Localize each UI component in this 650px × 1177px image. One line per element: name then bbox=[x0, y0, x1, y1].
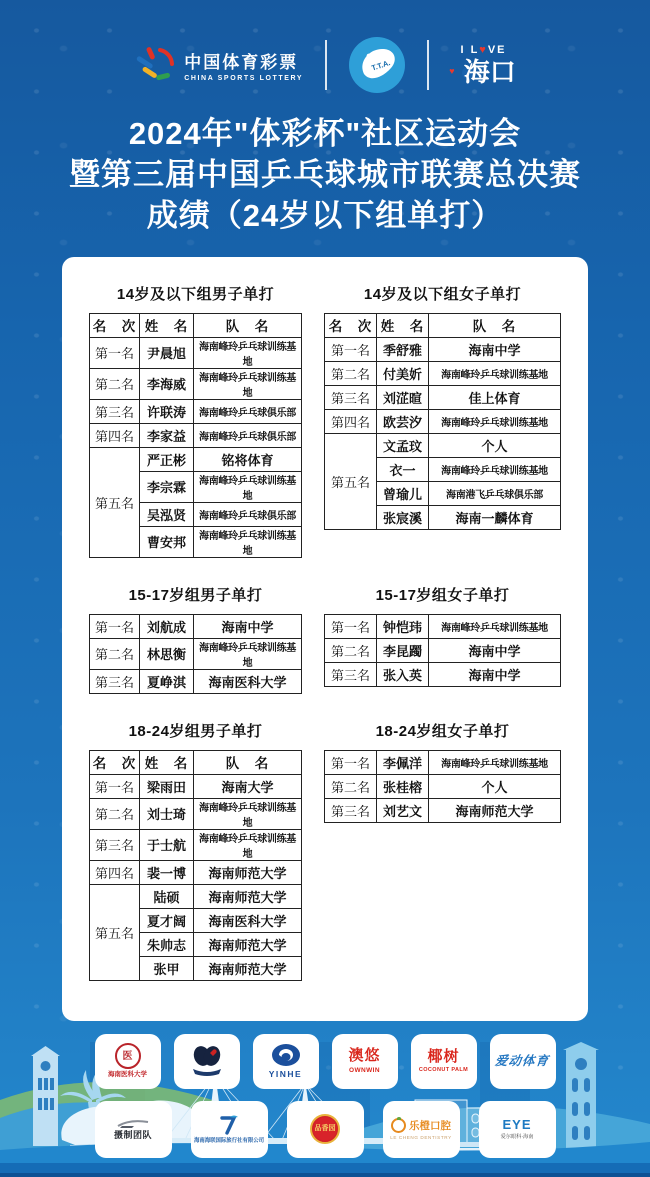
sponsor-hainan-medical-university bbox=[95, 1034, 161, 1089]
player-name-cell: 许联涛 bbox=[140, 399, 194, 423]
player-name-cell: 吴泓贤 bbox=[140, 502, 194, 526]
table-row bbox=[90, 368, 302, 399]
table-row bbox=[325, 662, 561, 686]
table-row bbox=[90, 774, 302, 798]
table-title: 14岁及以下组男子单打 bbox=[116, 285, 275, 303]
results-table-18-24-boys bbox=[89, 750, 302, 981]
player-name-cell: 钟恺玮 bbox=[377, 614, 429, 638]
player-name-cell: 刘士琦 bbox=[140, 798, 194, 829]
header-divider bbox=[427, 40, 429, 90]
sponsor-label: 品香园 bbox=[314, 1125, 336, 1133]
table-row bbox=[325, 361, 561, 385]
team-cell: 海南峰玲乒乓球俱乐部 bbox=[194, 399, 302, 423]
player-name-cell: 张甲 bbox=[140, 956, 194, 980]
team-cell: 海南峰玲乒乓球训练基地 bbox=[194, 526, 302, 557]
table-block-u14-boys bbox=[89, 283, 302, 558]
sponsor-sublabel: COCONUT PALM bbox=[418, 1067, 469, 1074]
player-name-cell: 李家益 bbox=[140, 423, 194, 447]
heart-icon: ♥ bbox=[449, 66, 455, 76]
player-name-cell: 衣一 bbox=[377, 457, 429, 481]
sponsor-pingpong-club bbox=[174, 1034, 240, 1089]
player-name-cell: 曹安邦 bbox=[140, 526, 194, 557]
sponsor-lecheng-dental bbox=[383, 1101, 460, 1158]
table-row bbox=[325, 409, 561, 433]
yinhe-galaxy-icon bbox=[271, 1042, 301, 1068]
player-name-cell: 朱帅志 bbox=[140, 932, 194, 956]
column-header: 姓 名 bbox=[377, 313, 429, 337]
china-sports-lottery-logo bbox=[134, 45, 303, 85]
table-row bbox=[325, 337, 561, 361]
section-15-17 bbox=[62, 584, 588, 694]
travel-7-icon bbox=[218, 1114, 240, 1136]
results-table-15-17-boys bbox=[89, 614, 302, 694]
team-cell: 海南中学 bbox=[429, 337, 561, 361]
sponsor-label: 摄制团队 bbox=[113, 1130, 152, 1141]
column-header: 姓 名 bbox=[140, 750, 194, 774]
team-cell: 海南中学 bbox=[429, 638, 561, 662]
rank-cell: 第二名 bbox=[325, 638, 377, 662]
lottery-en-label: CHINA SPORTS LOTTERY bbox=[184, 75, 304, 82]
title-line-1: 2024年"体彩杯"社区运动会 bbox=[128, 116, 522, 151]
player-name-cell: 尹晨旭 bbox=[140, 337, 194, 368]
rank-cell: 第三名 bbox=[325, 385, 377, 409]
column-header: 名 次 bbox=[325, 313, 377, 337]
team-cell: 个人 bbox=[429, 433, 561, 457]
table-row bbox=[90, 638, 302, 669]
table-row bbox=[90, 829, 302, 860]
table-block-18-24-boys bbox=[89, 720, 302, 981]
orange-fruit-icon bbox=[391, 1118, 406, 1133]
player-name-cell: 梁雨田 bbox=[140, 774, 194, 798]
lottery-icon bbox=[134, 45, 176, 85]
table-row bbox=[90, 423, 302, 447]
sponsor-aidong-sports bbox=[490, 1034, 556, 1089]
rank-cell: 第五名 bbox=[90, 447, 140, 557]
team-cell: 海南峰玲乒乓球训练基地 bbox=[429, 361, 561, 385]
rank-cell: 第一名 bbox=[325, 750, 377, 774]
rank-cell: 第一名 bbox=[325, 337, 377, 361]
player-name-cell: 严正彬 bbox=[140, 447, 194, 471]
lottery-cn-label: 中国体育彩票 bbox=[184, 53, 299, 72]
rank-cell: 第二名 bbox=[325, 361, 377, 385]
sponsor-yinhe bbox=[253, 1034, 319, 1089]
rank-cell: 第一名 bbox=[325, 614, 377, 638]
sponsor-coconut-palm bbox=[411, 1034, 477, 1089]
sponsor-label: 椰树 bbox=[427, 1048, 460, 1065]
player-name-cell: 李佩洋 bbox=[377, 750, 429, 774]
table-row bbox=[90, 669, 302, 693]
sponsor-pinxiangyuan bbox=[287, 1101, 364, 1158]
table-title: 14岁及以下组女子单打 bbox=[363, 285, 522, 303]
table-row bbox=[325, 614, 561, 638]
table-title: 15-17岁组女子单打 bbox=[375, 586, 510, 604]
table-row bbox=[325, 385, 561, 409]
haikou-text: ♥ 海口 bbox=[449, 57, 516, 87]
sponsor-label: EYE bbox=[502, 1116, 532, 1132]
table-row bbox=[90, 860, 302, 884]
i-love-haikou-logo bbox=[451, 45, 516, 85]
team-cell: 个人 bbox=[429, 774, 561, 798]
sponsor-ownwin bbox=[332, 1034, 398, 1089]
sponsor-label: 海南海联国际旅行社有限公司 bbox=[193, 1138, 265, 1145]
table-block-u14-girls bbox=[324, 283, 561, 530]
team-cell: 海南峰玲乒乓球俱乐部 bbox=[194, 502, 302, 526]
team-cell: 海南师范大学 bbox=[194, 956, 302, 980]
team-cell: 海南峰玲乒乓球训练基地 bbox=[194, 368, 302, 399]
table-row bbox=[90, 884, 302, 908]
table-row bbox=[325, 638, 561, 662]
tta-paddle-icon bbox=[349, 37, 405, 93]
table-title: 18-24岁组男子单打 bbox=[128, 722, 263, 740]
column-header: 名 次 bbox=[90, 313, 140, 337]
sponsor-label: 澳悠 bbox=[348, 1048, 381, 1065]
table-row bbox=[325, 750, 561, 774]
team-cell: 海南一麟体育 bbox=[429, 505, 561, 529]
sponsor-row-2 bbox=[0, 1101, 650, 1158]
rank-cell: 第三名 bbox=[90, 399, 140, 423]
results-table-18-24-girls bbox=[324, 750, 561, 823]
column-header: 队 名 bbox=[429, 313, 561, 337]
rank-cell: 第一名 bbox=[90, 614, 140, 638]
player-name-cell: 刘艺文 bbox=[377, 798, 429, 822]
sponsor-aier-eye bbox=[479, 1101, 556, 1158]
team-cell: 海南大学 bbox=[194, 774, 302, 798]
table-title: 18-24岁组女子单打 bbox=[375, 722, 510, 740]
player-name-cell: 李海威 bbox=[140, 368, 194, 399]
rank-cell: 第四名 bbox=[90, 423, 140, 447]
table-row bbox=[325, 798, 561, 822]
table-row bbox=[90, 337, 302, 368]
rank-cell: 第二名 bbox=[90, 798, 140, 829]
team-cell: 海南医科大学 bbox=[194, 669, 302, 693]
university-emblem-icon: 医 bbox=[115, 1043, 141, 1069]
table-block-15-17-girls bbox=[324, 584, 561, 687]
team-cell: 海南医科大学 bbox=[194, 908, 302, 932]
results-table-u14-girls bbox=[324, 313, 561, 530]
player-name-cell: 付美妡 bbox=[377, 361, 429, 385]
rank-cell: 第一名 bbox=[90, 774, 140, 798]
player-name-cell: 林思衡 bbox=[140, 638, 194, 669]
rank-cell: 第一名 bbox=[90, 337, 140, 368]
sponsor-sublabel: LE CHENG DENTISTRY bbox=[390, 1135, 452, 1141]
player-name-cell: 刘航成 bbox=[140, 614, 194, 638]
sponsor-production-team bbox=[95, 1101, 172, 1158]
player-name-cell: 张入英 bbox=[377, 662, 429, 686]
team-cell: 海南峰玲乒乓球俱乐部 bbox=[194, 423, 302, 447]
sponsor-row-1 bbox=[0, 1034, 650, 1089]
sponsor-travel-agency bbox=[191, 1101, 268, 1158]
seal-icon bbox=[310, 1114, 340, 1144]
team-cell: 铭将体育 bbox=[194, 447, 302, 471]
team-cell: 海南峰玲乒乓球训练基地 bbox=[194, 337, 302, 368]
title-line-3: 成绩（24岁以下组单打） bbox=[146, 197, 504, 233]
title-line-2: 暨第三届中国乒乓球城市联赛总决赛 bbox=[69, 156, 581, 192]
svg-text:T.T.A.: T.T.A. bbox=[370, 58, 392, 73]
rank-cell: 第四名 bbox=[90, 860, 140, 884]
rank-cell: 第四名 bbox=[325, 409, 377, 433]
results-table-15-17-girls bbox=[324, 614, 561, 687]
sponsor-sublabel: OWNWIN bbox=[349, 1066, 380, 1074]
team-cell: 海南峰玲乒乓球训练基地 bbox=[429, 409, 561, 433]
sponsor-label: 海南医科大学 bbox=[108, 1071, 147, 1079]
rank-cell: 第三名 bbox=[325, 798, 377, 822]
player-name-cell: 李昆躅 bbox=[377, 638, 429, 662]
team-cell: 海南师范大学 bbox=[194, 932, 302, 956]
table-header-row bbox=[90, 313, 302, 337]
sponsor-logos bbox=[0, 1034, 650, 1158]
poster-title bbox=[0, 114, 650, 237]
player-name-cell: 李宗霖 bbox=[140, 471, 194, 502]
table-row bbox=[90, 447, 302, 471]
table-row bbox=[90, 614, 302, 638]
player-name-cell: 于士航 bbox=[140, 829, 194, 860]
table-row bbox=[90, 798, 302, 829]
section-18-24 bbox=[62, 720, 588, 981]
rank-cell: 第五名 bbox=[325, 433, 377, 529]
section-under14 bbox=[62, 283, 588, 558]
team-cell: 海南师范大学 bbox=[194, 860, 302, 884]
player-name-cell: 裴一博 bbox=[140, 860, 194, 884]
player-name-cell: 陆硕 bbox=[140, 884, 194, 908]
results-card bbox=[62, 257, 588, 1021]
table-row bbox=[90, 399, 302, 423]
rank-cell: 第二名 bbox=[325, 774, 377, 798]
rank-cell: 第三名 bbox=[90, 829, 140, 860]
player-name-cell: 刘淽暄 bbox=[377, 385, 429, 409]
team-cell: 海南港飞乒乓球俱乐部 bbox=[429, 481, 561, 505]
heart-icon: ♥ bbox=[479, 44, 488, 56]
table-row bbox=[325, 774, 561, 798]
player-name-cell: 季舒雅 bbox=[377, 337, 429, 361]
player-name-cell: 曾瑜儿 bbox=[377, 481, 429, 505]
team-cell: 海南峰玲乒乓球训练基地 bbox=[194, 471, 302, 502]
player-name-cell: 张宸溪 bbox=[377, 505, 429, 529]
paddle-club-icon bbox=[188, 1043, 226, 1079]
column-header: 队 名 bbox=[194, 750, 302, 774]
table-title: 15-17岁组男子单打 bbox=[128, 586, 263, 604]
team-cell: 海南峰玲乒乓球训练基地 bbox=[429, 457, 561, 481]
table-block-15-17-boys bbox=[89, 584, 302, 694]
rank-cell: 第二名 bbox=[90, 638, 140, 669]
sponsor-label: 爱动体育 bbox=[494, 1054, 551, 1069]
i-love-text: I L♥VE bbox=[460, 44, 507, 56]
rank-cell: 第三名 bbox=[90, 669, 140, 693]
team-cell: 海南峰玲乒乓球训练基地 bbox=[194, 798, 302, 829]
team-cell: 海南峰玲乒乓球训练基地 bbox=[429, 750, 561, 774]
table-row bbox=[325, 433, 561, 457]
rank-cell: 第三名 bbox=[325, 662, 377, 686]
player-name-cell: 张桂榕 bbox=[377, 774, 429, 798]
team-cell: 海南中学 bbox=[429, 662, 561, 686]
swoosh-icon bbox=[116, 1118, 150, 1130]
team-cell: 海南师范大学 bbox=[194, 884, 302, 908]
header-logos bbox=[0, 0, 650, 100]
player-name-cell: 欧芸汐 bbox=[377, 409, 429, 433]
column-header: 队 名 bbox=[194, 313, 302, 337]
player-name-cell: 文孟玟 bbox=[377, 433, 429, 457]
team-cell: 海南中学 bbox=[194, 614, 302, 638]
team-cell: 佳上体育 bbox=[429, 385, 561, 409]
team-cell: 海南峰玲乒乓球训练基地 bbox=[194, 829, 302, 860]
column-header: 姓 名 bbox=[140, 313, 194, 337]
table-header-row bbox=[325, 313, 561, 337]
column-header: 名 次 bbox=[90, 750, 140, 774]
team-cell: 海南师范大学 bbox=[429, 798, 561, 822]
team-cell: 海南峰玲乒乓球训练基地 bbox=[429, 614, 561, 638]
sponsor-sublabel: 爱尔眼科·海南 bbox=[500, 1133, 534, 1140]
rank-cell: 第五名 bbox=[90, 884, 140, 980]
header-divider bbox=[325, 40, 327, 90]
team-cell: 海南峰玲乒乓球训练基地 bbox=[194, 638, 302, 669]
table-block-18-24-girls bbox=[324, 720, 561, 823]
player-name-cell: 夏峥淇 bbox=[140, 669, 194, 693]
rank-cell: 第二名 bbox=[90, 368, 140, 399]
sponsor-label: YINHE bbox=[268, 1069, 303, 1080]
results-table-u14-boys bbox=[89, 313, 302, 558]
tta-logo bbox=[349, 37, 405, 93]
player-name-cell: 夏才阔 bbox=[140, 908, 194, 932]
table-header-row bbox=[90, 750, 302, 774]
sponsor-label: 乐橙口腔 bbox=[409, 1119, 451, 1132]
